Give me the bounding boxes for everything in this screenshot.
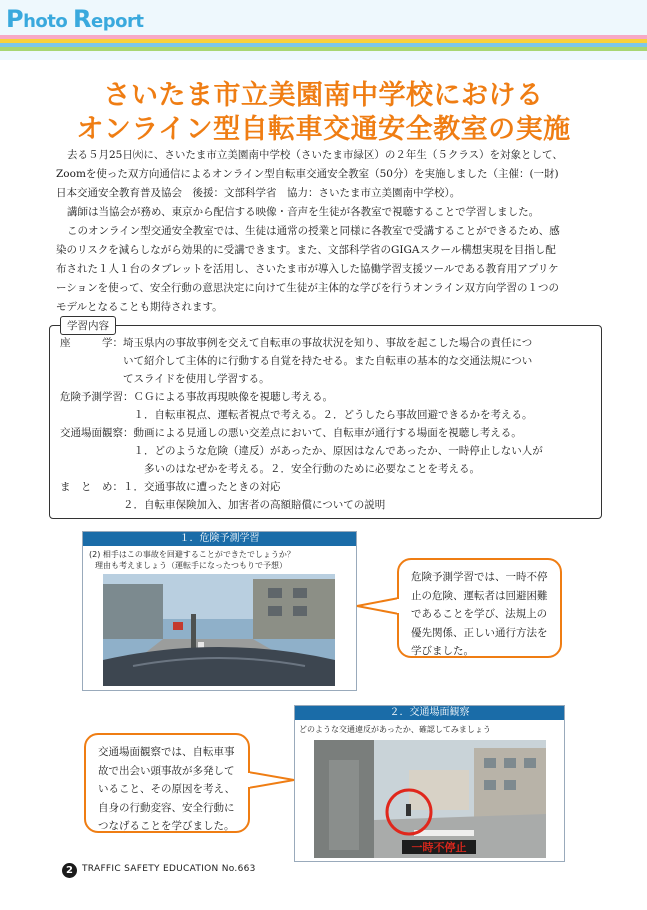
paragraph-3-line: 染のリスクを減らしながら効果的に受講できます。また、文部科学省のGIGAスクール構想実現を目指し配	[56, 244, 556, 256]
paragraph-2	[56, 203, 616, 222]
page-number: 2	[62, 863, 77, 878]
learning-line: てスライドを使用し学習する。	[60, 373, 270, 385]
callout-1-line: 止の危険、運転者は回避困難	[411, 589, 548, 602]
callout-traffic-observation	[84, 733, 250, 833]
paragraph-3-line: このオンライン型交通安全教室では、生徒は通常の授業と同様に各教室で受講することができるため、感	[67, 225, 560, 237]
learning-line: １．自転車視点、運転者視点で考える。２．どうしたら事故回避できるかを考える。	[60, 409, 533, 421]
paragraph-1	[56, 146, 616, 203]
callout-2-line: 自身の行動変容、安全行動に	[98, 801, 235, 814]
learning-content-tag: 学習内容	[60, 316, 116, 335]
learning-line: 交通場面観察：動画による見通しの悪い交差点において、自転車が通行する場面を視聴し考える。	[60, 427, 522, 439]
paragraph-1-line: 去る５月25日㈫に、さいたま市立美園南中学校（さいたま市緑区）の２年生（５クラス）を対象として、	[67, 149, 563, 161]
paragraph-3-line: ーションを使って、安全行動の意思決定に向けて生徒が主体的な学びを行うオンライン双方向学習の１つの	[56, 282, 560, 294]
footer-publication: TRAFFIC SAFETY EDUCATION No.663	[82, 864, 256, 874]
paragraph-3-line: モデルとなることも期待されます。	[56, 301, 223, 313]
photo-report-logo	[6, 5, 143, 33]
callout-1-line: 危険予測学習では、一時不停	[411, 571, 548, 583]
paragraph-3	[56, 222, 616, 317]
page-title-line-1: さいたま市立美園南中学校における	[103, 80, 544, 111]
photo-panel-2-question: どのような交通違反があったか、確認してみましょう	[299, 725, 491, 734]
callout-2-line: つなげることを学びました。	[98, 820, 235, 832]
photo-panel-2-header: ２．交通場面観察	[295, 706, 564, 720]
photo-panel-1-header: １．危険予測学習	[83, 532, 356, 546]
learning-line: いて紹介して主体的に行動する自覚を持たせる。また自転車の基本的な交通法規につい	[60, 355, 533, 367]
stripe-green	[0, 47, 647, 51]
cg-road-scene-image	[103, 574, 335, 686]
learning-line: 多いのはなぜかを考える。２．安全行動のために必要なことを考える。	[60, 463, 480, 475]
learning-line: ２．自転車保険加入、加害者の高額賠償についての説明	[60, 499, 386, 511]
paragraph-2-line: 講師は当協会が務め、東京から配信する映像・音声を生徒が各教室で視聴することで学習しました。	[67, 206, 540, 218]
paragraph-1-line: 日本交通安全教育普及協会 後援：文部科学省 協力：さいたま市立美園南中学校）。	[56, 187, 461, 199]
learning-line: 座 学：埼玉県内の事故事例を交えて自転車の事故状況を知り、事故を起こした場合の責任につ	[60, 337, 533, 349]
photo-panel-traffic-observation	[294, 705, 565, 862]
page-title-line-2: オンライン型自転車交通安全教室の実施	[76, 114, 571, 145]
intersection-video-image	[314, 740, 546, 858]
logo-letter-r: R	[73, 5, 91, 33]
paragraph-3-line: 布された１人１台のタブレットを活用し、さいたま市が導入した協働学習支援ツールである教育用アプリケ	[56, 263, 559, 275]
callout-1-line: 優先関係、正しい通行方法を	[411, 626, 548, 639]
stop-violation-label: 一時不停止	[411, 841, 467, 854]
callout-2-line: 故で出会い頭事故が多発して	[98, 764, 235, 777]
callout-1-line: 学びました。	[411, 645, 474, 657]
callout-hazard-prediction	[397, 558, 562, 658]
photo-panel-hazard-prediction	[82, 531, 357, 691]
photo-panel-1-question-1: (2) 相手はこの事故を回避することができたでしょうか？	[89, 550, 295, 559]
callout-2-line: 交通場面観察では、自転車事	[98, 746, 235, 758]
callout-1-line: であることを学び、法規上の	[411, 608, 548, 620]
learning-line: １．どのような危険（違反）があったか、原因はなんであったか、一時停止しない人が	[60, 445, 543, 457]
learning-content-box	[49, 325, 602, 519]
callout-2-line: いること、その原因を考え、	[98, 783, 236, 795]
paragraph-1-line: Zoomを使った双方向通信によるオンライン型自転車交通安全教室（50分）を実施しました（主催：(一財)	[56, 168, 559, 180]
photo-panel-1-question-2: 理由も考えましょう（運転手になったつもりで予想）	[95, 561, 287, 570]
logo-text-2: eport	[91, 11, 144, 32]
learning-line: 危険予測学習：ＣＧによる事故再現映像を視聴し考える。	[60, 391, 333, 403]
callout-1-pointer	[355, 596, 399, 616]
logo-letter-p: P	[6, 5, 24, 33]
learning-line: ま と め：１．交通事故に遭ったときの対応	[60, 481, 281, 493]
callout-2-pointer	[248, 770, 296, 790]
logo-text-1: hoto	[23, 11, 74, 32]
